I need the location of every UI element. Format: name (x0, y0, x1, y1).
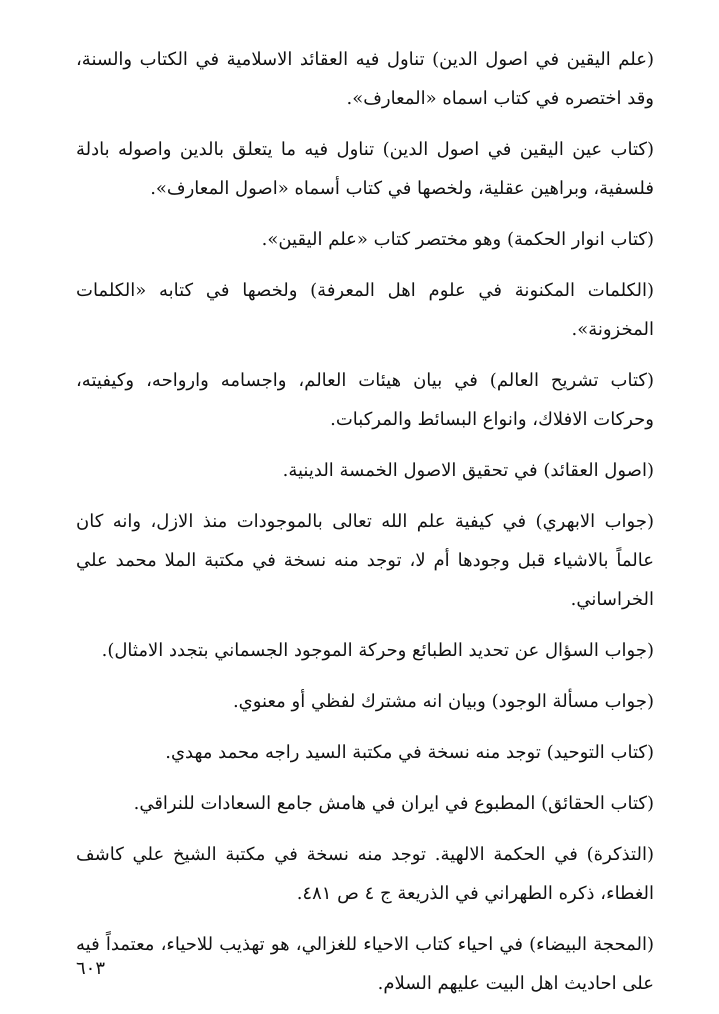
bibliography-entry: (اصول العقائد) في تحقيق الاصول الخمسة الدينية. (282, 460, 654, 481)
bibliography-entry: (جواب الابهري) في كيفية علم الله تعالى بالموجودات منذ الازل، وانه كان عالماً بالاشياء قبل وجودها أم لا، توجد منه نسخة في مكتبة الملا محمد علي الخراساني. (76, 511, 654, 610)
bibliography-entry: (المحجة البيضاء) في احياء كتاب الاحياء للغزالي، هو تهذيب للاحياء، معتمداً فيه على احاديث اهل البيت عليهم السلام. (76, 934, 654, 994)
bibliography-entry: (كتاب التوحيد) توجد منه نسخة في مكتبة السيد راجه محمد مهدي. (165, 742, 654, 763)
page-body (76, 40, 654, 1003)
bibliography-entry: (جواب السؤال عن تحديد الطبائع وحركة الموجود الجسماني بتجدد الامثال). (101, 640, 654, 661)
bibliography-entry: (الكلمات المكنونة في علوم اهل المعرفة) ولخصها في كتابه «الكلمات المخزونة». (76, 280, 654, 340)
bibliography-entry: (كتاب انوار الحكمة) وهو مختصر كتاب «علم اليقين». (261, 229, 654, 250)
page-number: ٦٠٣ (76, 958, 106, 979)
bibliography-entry: (كتاب تشريح العالم) في بيان هيئات العالم، واجسامه وارواحه، وكيفيته، وحركات الافلاك، وانواع البسائط والمركبات. (76, 370, 654, 430)
bibliography-entry: (كتاب عين اليقين في اصول الدين) تناول فيه ما يتعلق بالدين واصوله بادلة فلسفية، وبراهين عقلية، ولخصها في كتاب أسماه «اصول المعارف». (76, 139, 654, 199)
bibliography-entry: (علم اليقين في اصول الدين) تناول فيه العقائد الاسلامية في الكتاب والسنة، وقد اختصره في كتاب اسماه «المعارف». (76, 49, 654, 109)
bibliography-entry: (التذكرة) في الحكمة الالهية. توجد منه نسخة في مكتبة الشيخ علي كاشف الغطاء، ذكره الطهراني في الذريعة ج ٤ ص ٤٨١. (76, 844, 654, 904)
bibliography-entry: (جواب مسألة الوجود) وبيان انه مشترك لفظي أو معنوي. (232, 691, 654, 712)
bibliography-entry: (كتاب الحقائق) المطبوع في ايران في هامش جامع السعادات للنراقي. (133, 793, 654, 814)
